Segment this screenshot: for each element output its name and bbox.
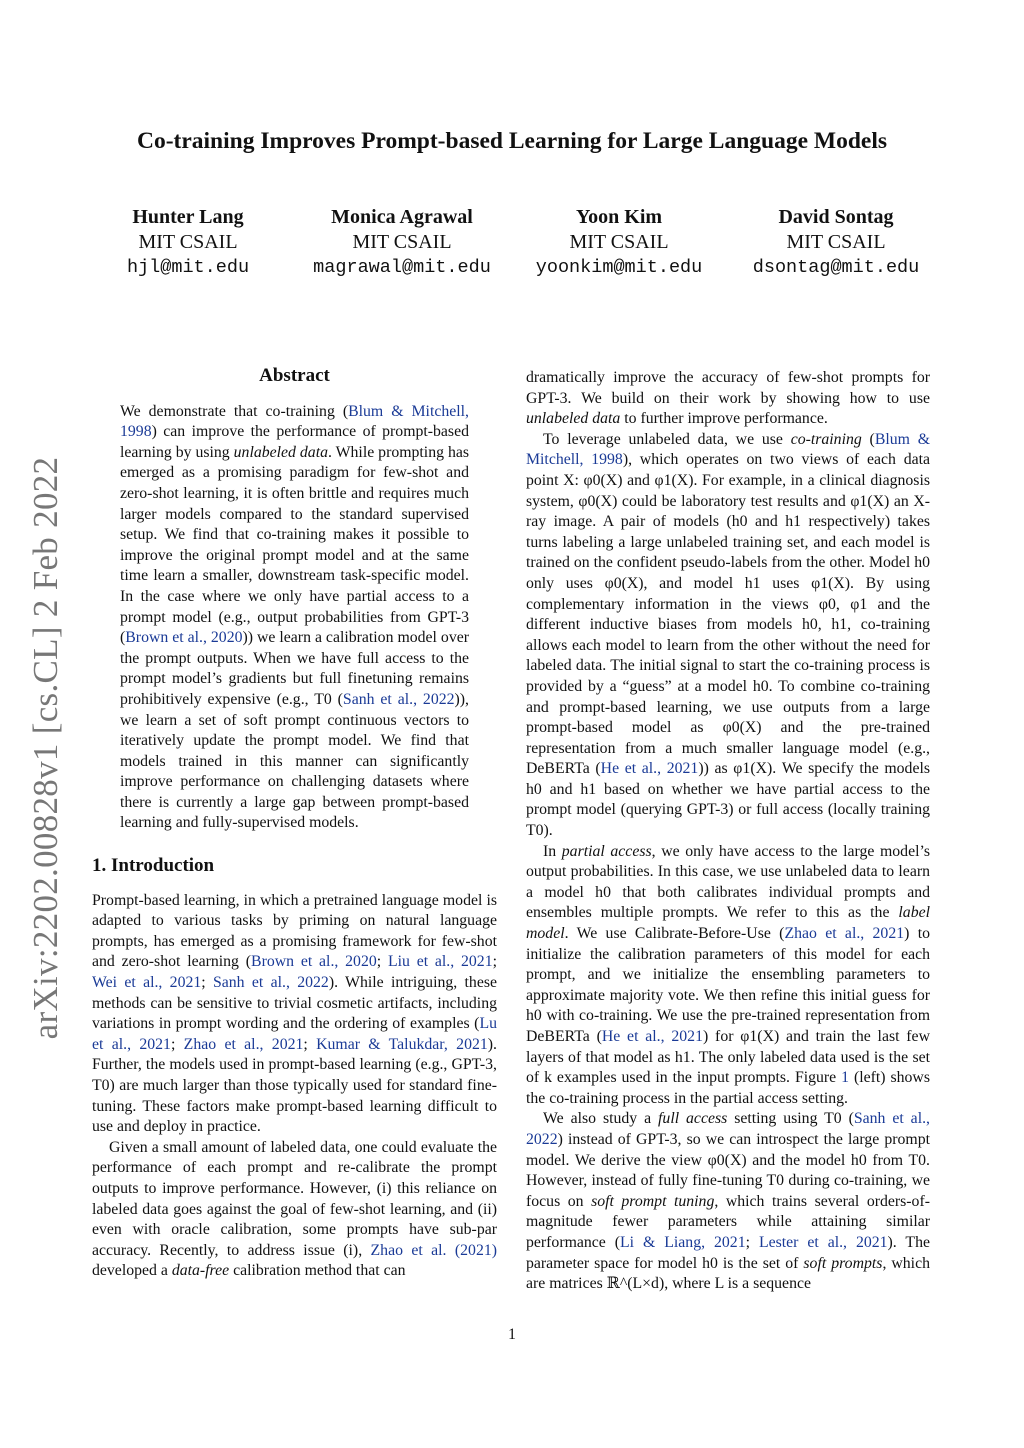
author-email: magrawal@mit.edu bbox=[313, 257, 491, 278]
body-text: ; bbox=[745, 1233, 759, 1251]
emphasis: data-free bbox=[171, 1262, 230, 1280]
body-text: setting using T0 ( bbox=[727, 1110, 854, 1128]
body-text: . We use Calibrate-Before-Use ( bbox=[564, 925, 785, 943]
citation-link[interactable]: Liu et al., 2021 bbox=[387, 953, 493, 971]
paper-title: Co-training Improves Prompt-based Learning for Large Language Models bbox=[136, 128, 888, 154]
right-paragraph-1 bbox=[526, 368, 930, 430]
author-affiliation: MIT CSAIL bbox=[786, 231, 886, 253]
intro-text: ). While intriguing, these methods can be sensitive to trivial cosmetic artifacts, including variations in prompt wording and the ordering of examples ( bbox=[92, 974, 497, 1033]
body-text: In bbox=[543, 842, 562, 860]
abstract-text: )) we learn a calibration model over the prompt outputs. When we have full access to the prompt model’s gradients but full finetuning remains prohibitively expensive (e.g., T0 ( bbox=[120, 629, 469, 708]
author-2 bbox=[282, 205, 522, 281]
body-text: (left) shows the co-training process in the partial access setting. bbox=[526, 1069, 930, 1107]
citation-link[interactable]: He et al., 2021 bbox=[600, 760, 699, 778]
intro-paragraph-2 bbox=[92, 1138, 497, 1282]
figure-reference-link[interactable]: 1 bbox=[841, 1069, 850, 1087]
author-name: Monica Agrawal bbox=[331, 206, 473, 228]
body-text: ( bbox=[861, 430, 875, 448]
body-text: ) for φ1(X) and train the last few layers of that model as h1. The only labeled data used is the set of k examples used in the input prompts. Figure bbox=[526, 1028, 930, 1087]
citation-link[interactable]: Blum & Mitchell, 1998 bbox=[526, 430, 930, 469]
citation-link[interactable]: Kumar & Talukdar, 2021 bbox=[316, 1035, 488, 1053]
author-affiliation: MIT CSAIL bbox=[352, 231, 452, 253]
right-paragraph-2 bbox=[526, 430, 930, 842]
citation-link[interactable]: Sanh et al., 2022 bbox=[526, 1110, 930, 1148]
emphasis: partial access bbox=[561, 842, 652, 860]
left-column bbox=[92, 366, 497, 1282]
author-4 bbox=[716, 205, 956, 281]
abstract-heading: Abstract bbox=[259, 365, 330, 386]
author-email: hjl@mit.edu bbox=[126, 257, 250, 278]
citation-link[interactable]: Lester et al., 2021 bbox=[758, 1233, 888, 1251]
citation-link[interactable]: Li & Liang, 2021 bbox=[620, 1233, 746, 1251]
citation-link[interactable]: He et al., 2021 bbox=[601, 1028, 703, 1045]
citation-link[interactable]: Zhao et al., 2021 bbox=[183, 1035, 304, 1053]
citation-link[interactable]: Wei et al., 2021 bbox=[92, 974, 202, 992]
body-text: )) as φ1(X). We specify the models h0 and h1 based on whether we have partial access to the prompt model (querying GPT-3) or full access (locally training T0). bbox=[526, 760, 930, 840]
author-email: dsontag@mit.edu bbox=[752, 257, 920, 278]
intro-text: developed a bbox=[92, 1262, 172, 1280]
body-text: ), which operates on two views of each data point X: φ0(X) and φ1(X). For example, in a clinical diagnosis system, φ0(X) could be laboratory test results and φ1(X) an X-ray image. A pair of models (h0 and h1 respectively) takes turns labeling a large unlabeled training set, and each model is trained on the confident pseudo-labels from the other. Model h0 only uses φ0(X), and model h1 uses φ1(X). By using complementary information in the views φ0, φ1 and the different inductive biases from models h0, h1, co-training allows each model to learn from the other without the need for labeled data. The initial signal to start the co-training process is provided by a “guess” at a model h0. To combine co-training and prompt-based learning, we use outputs from a large prompt-based model as φ0(X) and the pre-trained representation from a much smaller language model (e.g., DeBERTa ( bbox=[526, 451, 931, 778]
intro-text: ; bbox=[376, 953, 388, 971]
abstract-text: )), we learn a set of soft prompt continuous vectors to iteratively update the prompt model. We find that models trained in this manner can significantly improve performance on challenging datasets where there is currently a large gap between prompt-based learning and fully-supervised models. bbox=[120, 690, 469, 832]
page-number: 1 bbox=[508, 1326, 516, 1343]
intro-text: ). Further, the models used in prompt-based learning (e.g., GPT-3, T0) are much larger than those typically used for standard fine-tuning. These factors make prompt-based learning difficult to use and deploy in practice. bbox=[92, 1035, 497, 1136]
author-name: David Sontag bbox=[778, 206, 894, 228]
intro-text: Given a small amount of labeled data, one could evaluate the performance of each prompt and re-calibrate the prompt outputs to improve performance. However, (i) this reliance on labeled data goes against the goal of few-shot learning, and (ii) even with oracle calibration, some prompts have sub-par accuracy. Recently, to address issue (i), bbox=[92, 1138, 497, 1259]
intro-text: ; bbox=[170, 1035, 184, 1053]
emphasis: soft prompts bbox=[803, 1254, 883, 1272]
abstract-body bbox=[92, 402, 497, 834]
right-paragraph-4 bbox=[526, 1109, 930, 1294]
author-name: Hunter Lang bbox=[132, 206, 244, 228]
body-text: We also study a bbox=[543, 1110, 659, 1128]
emphasis: unlabeled data bbox=[233, 443, 328, 461]
citation-link[interactable]: Sanh et al., 2022 bbox=[342, 690, 455, 708]
right-paragraph-3 bbox=[526, 842, 930, 1110]
arxiv-sidebar bbox=[18, 448, 74, 1048]
body-text: ). The parameter space for model h0 is the set of bbox=[526, 1233, 930, 1272]
arxiv-identifier: arXiv:2202.00828v1 [cs.CL] 2 Feb 2022 bbox=[26, 456, 65, 1040]
citation-link[interactable]: Brown et al., 2020 bbox=[125, 629, 243, 647]
emphasis: soft prompt tuning bbox=[591, 1192, 715, 1210]
emphasis: co-training bbox=[790, 430, 862, 448]
intro-text: calibration method that can bbox=[229, 1262, 406, 1280]
citation-link[interactable]: Zhao et al. (2021) bbox=[370, 1241, 498, 1259]
abstract-text: ) can improve the performance of prompt-based learning by using bbox=[120, 423, 469, 461]
right-column bbox=[526, 368, 930, 1295]
intro-text: ; bbox=[303, 1035, 317, 1053]
emphasis: full access bbox=[658, 1110, 728, 1128]
body-text: dramatically improve the accuracy of few-shot prompts for GPT-3. We build on their work by showing how to use bbox=[526, 369, 930, 407]
author-3 bbox=[499, 205, 739, 281]
author-affiliation: MIT CSAIL bbox=[569, 231, 669, 253]
section-heading-introduction: 1. Introduction bbox=[92, 855, 215, 877]
intro-text: ; bbox=[492, 953, 497, 971]
abstract-text: . While prompting has emerged as a promising paradigm for few-shot and zero-shot learning, it is often brittle and requires much larger models compared to the standard supervised setup. We find that co-training makes it possible to improve the original prompt model and at the same time learn a smaller, downstream task-specific model. In the case where we only have partial access to a prompt model (e.g., output probabilities from GPT-3 ( bbox=[120, 443, 470, 647]
intro-text: Prompt-based learning, in which a pretrained language model is adapted to various tasks by priming on natural language prompts, has emerged as a promising framework for few-shot and zero-shot learning ( bbox=[92, 891, 497, 971]
intro-paragraph-1 bbox=[92, 891, 497, 1138]
author-email: yoonkim@mit.edu bbox=[535, 257, 703, 278]
citation-link[interactable]: Brown et al., 2020 bbox=[251, 953, 377, 971]
body-text: ) instead of GPT-3, so we can introspect the large prompt model. We derive the view φ0(X) and the model h0 from T0. However, instead of fully fine-tuning T0 during co-training, we focus on bbox=[526, 1130, 930, 1210]
body-text: ) to initialize the calibration parameters of this model for each prompt, and we initialize the ensembling parameters to approximate majority vote. We then refine this initial guess for h0 with co-training. We use the pre-trained representation from DeBERTa ( bbox=[526, 925, 930, 1045]
emphasis: label model bbox=[526, 904, 930, 943]
author-1 bbox=[68, 205, 308, 281]
citation-link[interactable]: Sanh et al., 2022 bbox=[212, 974, 329, 992]
body-text: , which are matrices ℝ^(L×d), where L is a sequence bbox=[526, 1254, 930, 1293]
abstract-text: We demonstrate that co-training ( bbox=[120, 402, 349, 420]
citation-link[interactable]: Zhao et al., 2021 bbox=[784, 925, 905, 943]
body-text: To leverage unlabeled data, we use bbox=[543, 430, 791, 448]
author-name: Yoon Kim bbox=[575, 206, 663, 228]
emphasis: unlabeled data bbox=[526, 410, 621, 428]
author-affiliation: MIT CSAIL bbox=[138, 231, 238, 253]
intro-text: ; bbox=[201, 974, 213, 992]
body-text: to further improve performance. bbox=[620, 410, 828, 428]
body-text: , which trains several orders-of-magnitude fewer parameters while attaining similar performance ( bbox=[526, 1192, 930, 1251]
citation-link[interactable]: Lu et al., 2021 bbox=[92, 1015, 497, 1053]
body-text: , we only have access to the large model’s output probabilities. In this case, we use unlabeled data to learn a model h0 that both calibrates individual prompts and ensembles multiple prompts. We refer to this as the bbox=[526, 842, 931, 922]
citation-link[interactable]: Blum & Mitchell, 1998 bbox=[120, 402, 469, 441]
